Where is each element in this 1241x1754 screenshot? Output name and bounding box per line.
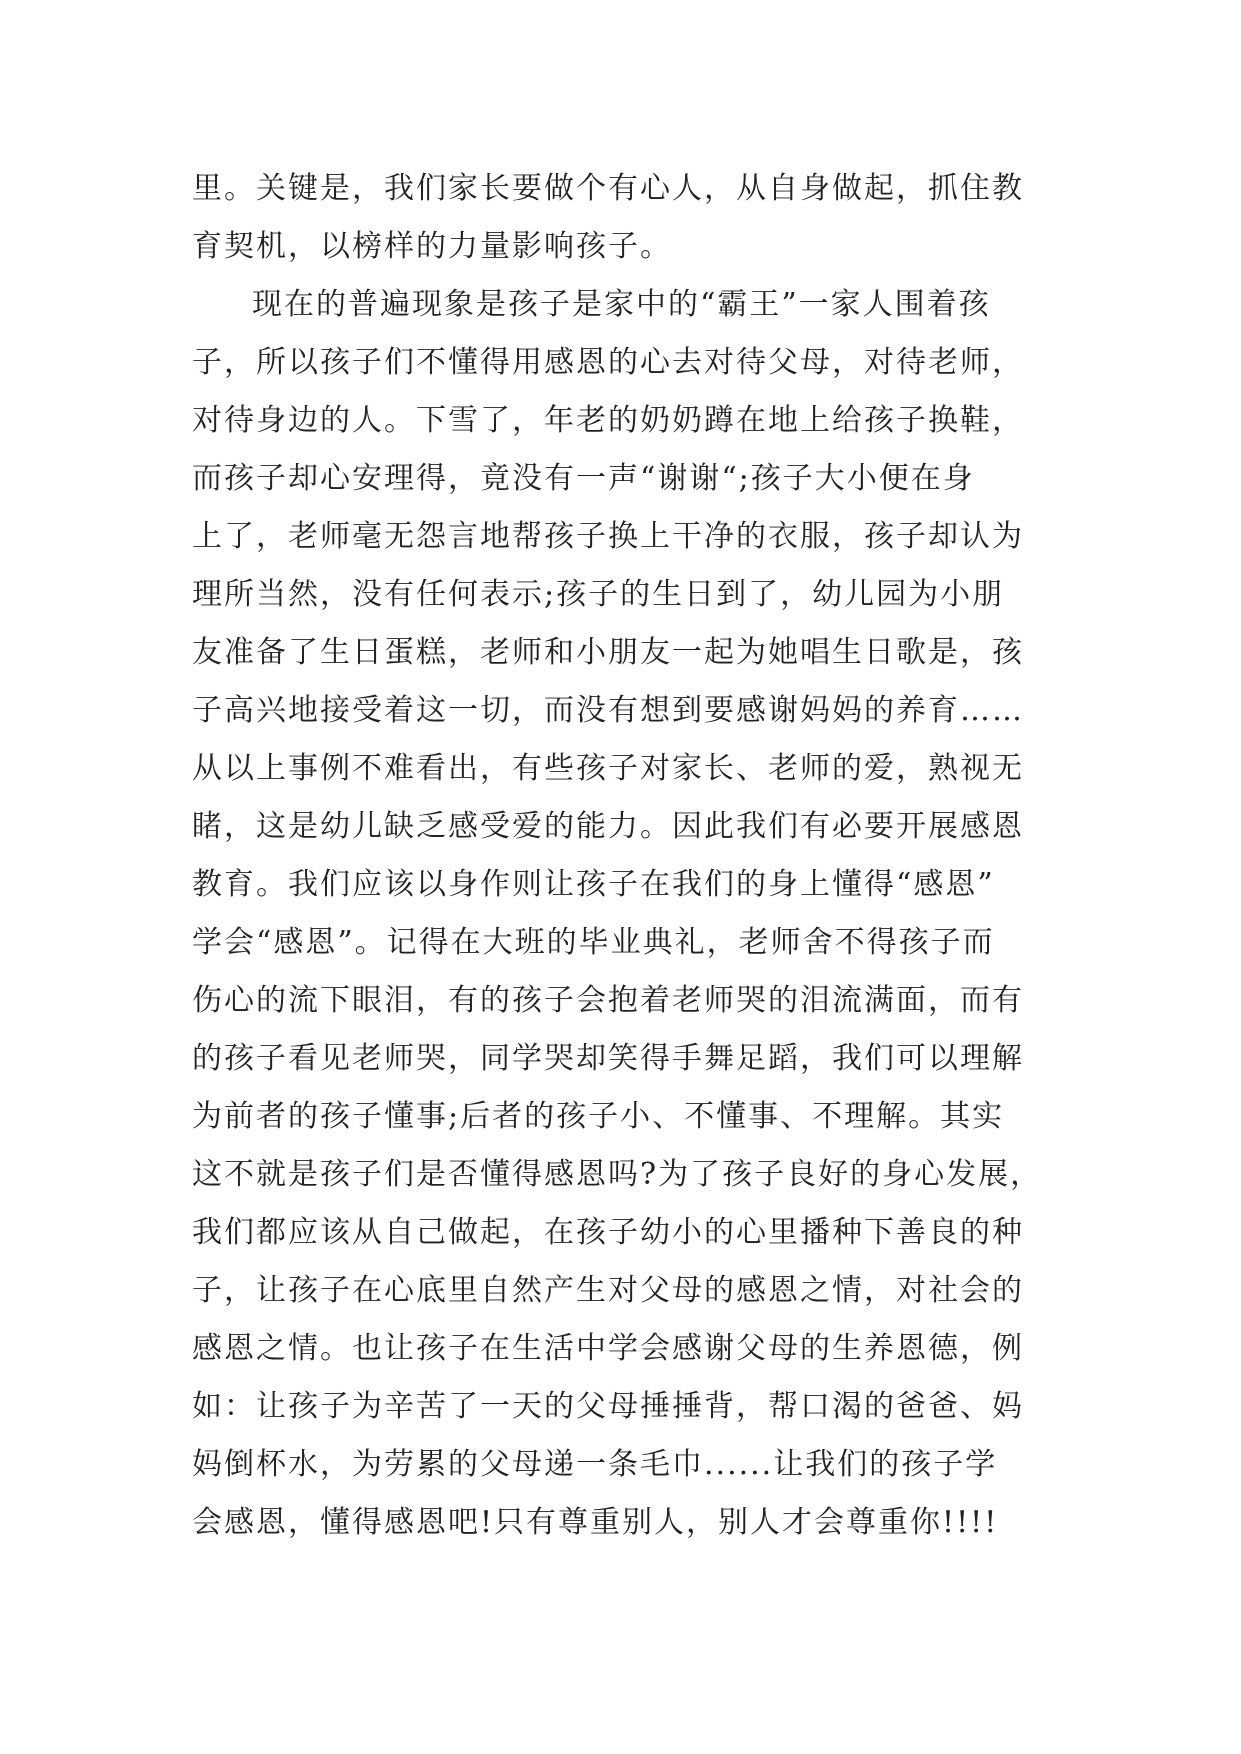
text-line: 友准备了生日蛋糕，老师和小朋友一起为她唱生日歌是，孩	[192, 635, 1024, 670]
paragraph-first-line: 现在的普遍现象是孩子是家中的“霸王”一家人围着孩	[252, 287, 991, 322]
text-line: 而孩子却心安理得，竟没有一声“谢谢“;孩子大小便在身	[192, 461, 975, 496]
text-line: 子高兴地接受着这一切，而没有想到要感谢妈妈的养育……	[192, 693, 1024, 728]
text-line: 理所当然，没有任何表示;孩子的生日到了，幼儿园为小朋	[192, 577, 1005, 612]
text-line: 睹，这是幼儿缺乏感受爱的能力。因此我们有必要开展感恩	[192, 809, 1024, 844]
text-line: 子，让孩子在心底里自然产生对父母的感恩之情，对社会的	[192, 1273, 1024, 1308]
text-line: 我们都应该从自己做起，在孩子幼小的心里播种下善良的种	[192, 1215, 1024, 1250]
text-line: 对待身边的人。下雪了，年老的奶奶蹲在地上给孩子换鞋，	[192, 403, 1024, 438]
text-line: 育契机，以榜样的力量影响孩子。	[192, 229, 672, 264]
text-line: 上了，老师毫无怨言地帮孩子换上干净的衣服，孩子却认为	[192, 519, 1024, 554]
text-line: 的孩子看见老师哭，同学哭却笑得手舞足蹈，我们可以理解	[192, 1041, 1024, 1076]
text-line: 为前者的孩子懂事;后者的孩子小、不懂事、不理解。其实	[192, 1099, 1005, 1134]
text-line: 这不就是孩子们是否懂得感恩吗?为了孩子良好的身心发展，	[192, 1157, 1043, 1192]
text-line: 如：让孩子为辛苦了一天的父母捶捶背，帮口渴的爸爸、妈	[192, 1389, 1024, 1424]
text-line: 子，所以孩子们不懂得用感恩的心去对待父母，对待老师，	[192, 345, 1024, 380]
text-line: 会感恩，懂得感恩吧!只有尊重别人，别人才会尊重你!!!!	[192, 1505, 999, 1540]
text-line: 学会“感恩”。记得在大班的毕业典礼，老师舍不得孩子而	[192, 925, 995, 960]
text-line: 伤心的流下眼泪，有的孩子会抱着老师哭的泪流满面，而有	[192, 983, 1024, 1018]
body-text	[192, 160, 1052, 1552]
text-line: 妈倒杯水，为劳累的父母递一条毛巾......让我们的孩子学	[192, 1447, 998, 1482]
text-line: 感恩之情。也让孩子在生活中学会感谢父母的生养恩德，例	[192, 1331, 1024, 1366]
text-line: 教育。我们应该以身作则让孩子在我们的身上懂得“感恩”	[192, 867, 995, 902]
text-line: 从以上事例不难看出，有些孩子对家长、老师的爱，熟视无	[192, 751, 1024, 786]
text-line: 里。关键是，我们家长要做个有心人，从自身做起，抓住教	[192, 171, 1024, 206]
